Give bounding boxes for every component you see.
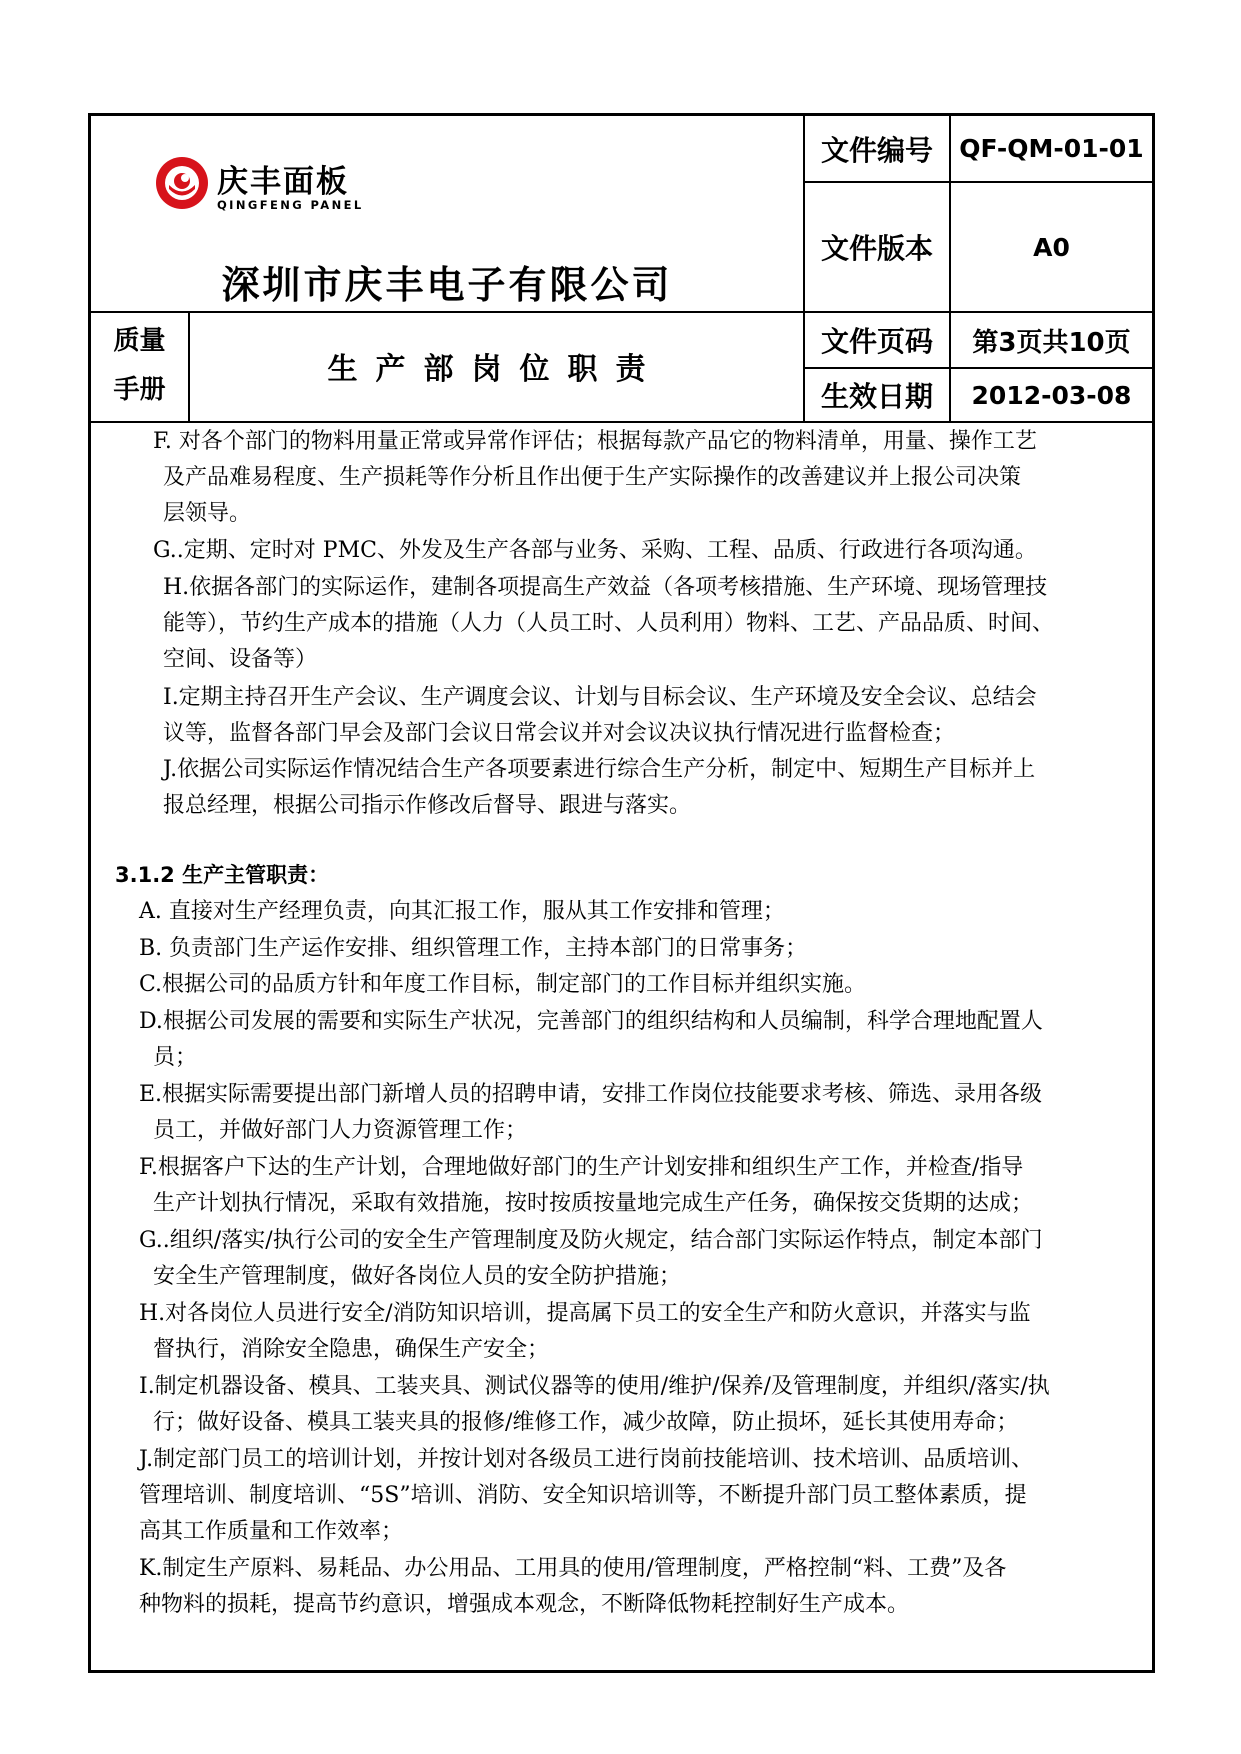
quality-manual-label bbox=[91, 311, 188, 421]
body-line: 层领导。 bbox=[163, 501, 252, 526]
document-frame bbox=[88, 113, 1155, 1673]
body-line: G..定期、定时对 PMC、外发及生产各部与业务、采购、工程、品质、行政进行各项沟通。 bbox=[153, 538, 1037, 563]
section-line: E.根据实际需要提出部门新增人员的招聘申请，安排工作岗位技能要求考核、筛选、录用各级 bbox=[139, 1082, 1043, 1107]
company-name: 深圳市庆丰电子有限公司 bbox=[221, 263, 673, 307]
section-line: A. 直接对生产经理负责，向其汇报工作，服从其工作安排和管理； bbox=[139, 899, 785, 924]
effective-date-label: 生效日期 bbox=[820, 380, 933, 413]
section-heading: 3.1.2 生产主管职责： bbox=[115, 863, 330, 887]
section-line: H.对各岗位人员进行安全/消防知识培训，提高属下员工的安全生产和防火意识，并落实与监 bbox=[139, 1301, 1031, 1326]
department-title: 生产部岗位职责 bbox=[327, 352, 664, 387]
manual-label-line: 手册 bbox=[113, 375, 166, 405]
file-number-value: QF-QM-01-01 bbox=[959, 134, 1144, 163]
body-line: H.依据各部门的实际运作，建制各项提高生产效益（各项考核措施、生产环境、现场管理技 bbox=[163, 575, 1048, 600]
section-line: 生产计划执行情况，采取有效措施，按时按质按量地完成生产任务，确保按交货期的达成； bbox=[153, 1191, 1034, 1216]
file-version-value: A0 bbox=[1033, 232, 1070, 262]
section-line: 高其工作质量和工作效率； bbox=[139, 1519, 404, 1544]
section-line: D.根据公司发展的需要和实际生产状况，完善部门的组织结构和人员编制，科学合理地配置人 bbox=[139, 1009, 1043, 1034]
body-line: 能等），节约生产成本的措施（人力（人员工时、人员利用）物料、工艺、产品品质、时间、 bbox=[163, 611, 1055, 636]
section-line: 员工，并做好部门人力资源管理工作； bbox=[153, 1118, 528, 1143]
section-line: J.制定部门员工的培训计划，并按计划对各级员工进行岗前技能培训、技术培训、品质培训、 bbox=[139, 1447, 1034, 1472]
effective-date-value: 2012-03-08 bbox=[971, 380, 1132, 410]
file-version-label: 文件版本 bbox=[820, 232, 933, 265]
body-line: 议等，监督各部门早会及部门会议日常会议并对会议决议执行情况进行监督检查； bbox=[163, 721, 956, 746]
company-logo bbox=[153, 154, 373, 214]
body-line: F. 对各个部门的物料用量正常或异常作评估；根据每款产品它的物料清单，用量、操作工艺 bbox=[153, 429, 1037, 454]
section-line: 管理培训、制度培训、“5S”培训、消防、安全知识培训等，不断提升部门员工整体素质，提 bbox=[139, 1483, 1027, 1508]
section-line: 行；做好设备、模具工装夹具的报修/维修工作，减少故障，防止损坏，延长其使用寿命； bbox=[153, 1410, 1019, 1435]
file-page-label: 文件页码 bbox=[820, 325, 933, 358]
file-page-value: 第3页共10页 bbox=[972, 327, 1131, 358]
section-line: C.根据公司的品质方针和年度工作目标，制定部门的工作目标并组织实施。 bbox=[139, 972, 867, 997]
body-line: I.定期主持召开生产会议、生产调度会议、计划与目标会议、生产环境及安全会议、总结会 bbox=[163, 685, 1037, 710]
manual-label-line: 质量 bbox=[113, 326, 166, 356]
file-number-label: 文件编号 bbox=[820, 133, 933, 167]
section-line: I.制定机器设备、模具、工装夹具、测试仪器等的使用/维护/保养/及管理制度，并组织/落实/执 bbox=[139, 1374, 1050, 1399]
header-divider bbox=[91, 421, 1152, 423]
section-line: F.根据客户下达的生产计划，合理地做好部门的生产计划安排和组织生产工作，并检查/指导 bbox=[139, 1155, 1024, 1180]
section-line: 员； bbox=[153, 1045, 198, 1070]
logo-chinese-name: 庆丰面板 bbox=[217, 164, 349, 200]
section-line: B. 负责部门生产运作安排、组织管理工作，主持本部门的日常事务； bbox=[139, 936, 808, 961]
document-header bbox=[91, 116, 1152, 421]
section-line: G..组织/落实/执行公司的安全生产管理制度及防火规定，结合部门实际运作特点，制定本部门 bbox=[139, 1228, 1043, 1253]
body-line: 空间、设备等） bbox=[163, 647, 318, 672]
section-line: 安全生产管理制度，做好各岗位人员的安全防护措施； bbox=[153, 1264, 682, 1289]
body-line: 报总经理，根据公司指示作修改后督导、跟进与落实。 bbox=[163, 793, 692, 818]
logo-english-name: QINGFENG PANEL bbox=[217, 198, 364, 212]
body-line: 及产品难易程度、生产损耗等作分析且作出便于生产实际操作的改善建议并上报公司决策 bbox=[163, 465, 1022, 490]
section-line: 督执行，消除安全隐患，确保生产安全； bbox=[153, 1337, 550, 1362]
logo-mark-icon bbox=[153, 154, 211, 212]
section-line: 种物料的损耗，提高节约意识，增强成本观念，不断降低物耗控制好生产成本。 bbox=[139, 1592, 910, 1617]
body-line: J.依据公司实际运作情况结合生产各项要素进行综合生产分析，制定中、短期生产目标并上 bbox=[163, 757, 1036, 782]
section-line: K.制定生产原料、易耗品、办公用品、工用具的使用/管理制度，严格控制“料、工费”及各 bbox=[139, 1556, 1007, 1581]
